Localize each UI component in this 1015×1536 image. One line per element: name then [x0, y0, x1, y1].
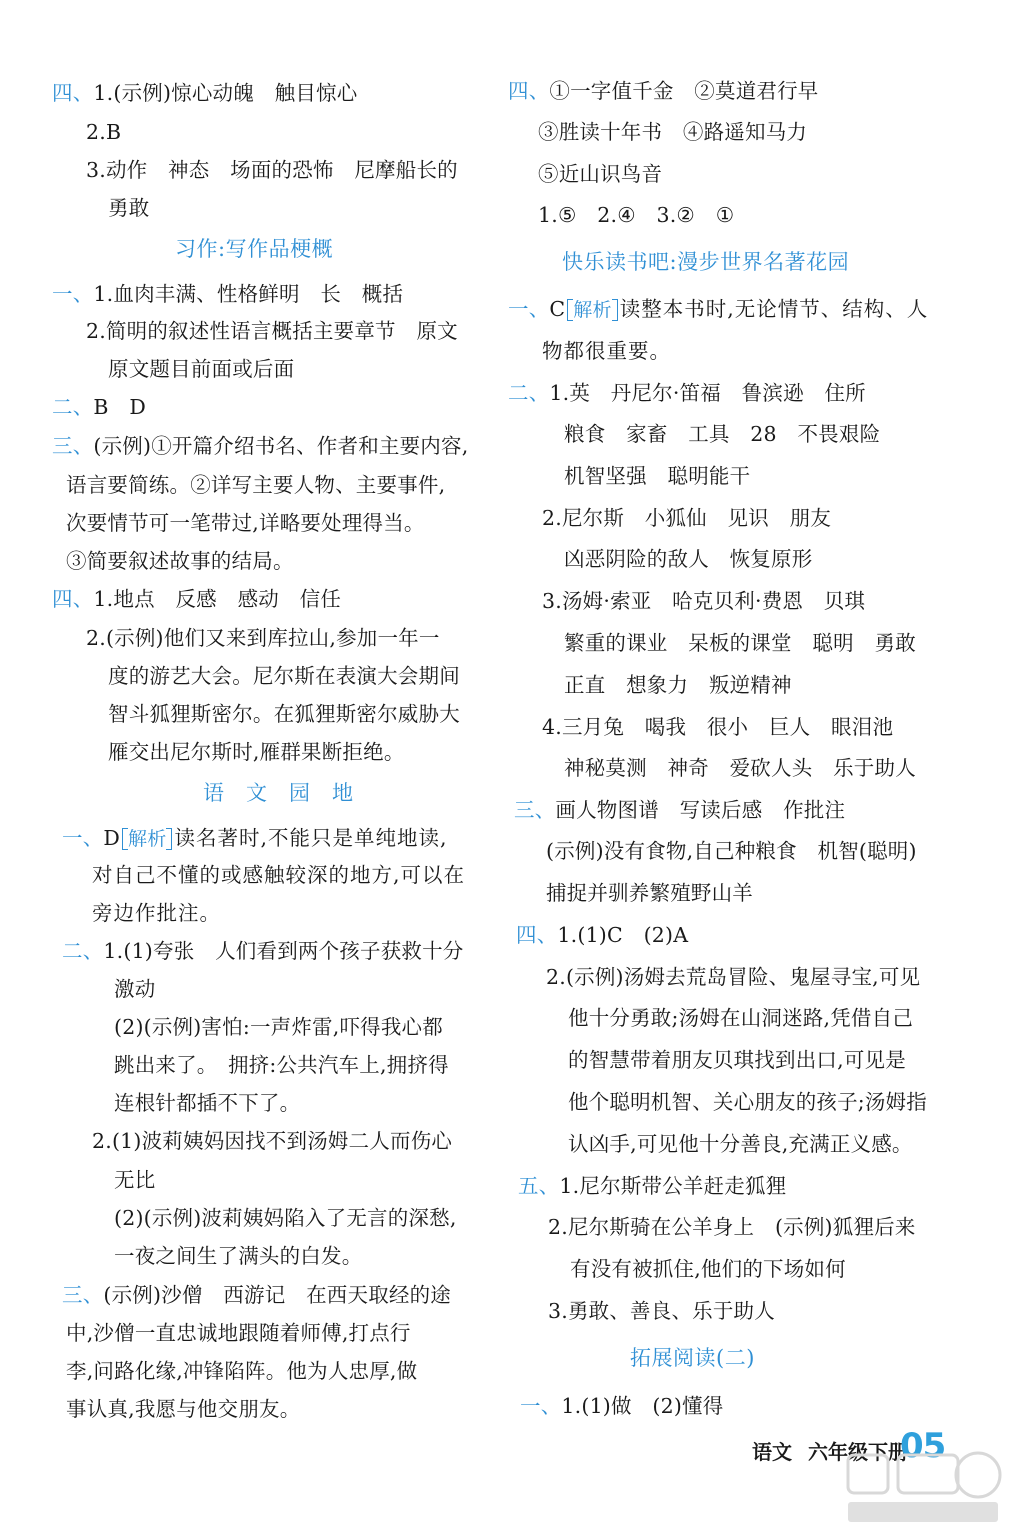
- answer-line: 中,沙僧一直忠诚地跟随着师傅,打点行: [66, 1321, 411, 1345]
- watermark-logo: [838, 1440, 1008, 1530]
- answer-line: 粮食 家畜 工具 28 不畏艰险: [564, 422, 881, 446]
- answer-line: 的智慧带着朋友贝琪找到出口,可见是: [568, 1048, 906, 1072]
- answer-line: 三、(示例)①开篇介绍书名、作者和主要内容,: [52, 434, 469, 458]
- answer-line: 3.汤姆·索亚 哈克贝利·费恩 贝琪: [542, 589, 866, 613]
- answer-line: 3.动作 神态 场面的恐怖 尼摩船长的: [86, 158, 458, 182]
- answer-line: 智斗狐狸斯密尔。在狐狸斯密尔威胁大: [108, 702, 460, 726]
- answer-line: 一夜之间生了满头的白发。: [114, 1244, 363, 1268]
- answer-line: 原文题目前面或后面: [108, 357, 295, 381]
- answer-line: 一、1.血肉丰满、性格鲜明 长 概括: [52, 282, 404, 306]
- answer-line: 2.尼尔斯 小狐仙 见识 朋友: [542, 506, 832, 530]
- answer-line: 连根针都插不下了。: [114, 1091, 301, 1115]
- answer-line: 一、D 解析 读名著时,不能只是单纯地读,: [62, 826, 448, 850]
- answer-line: 对自己不懂的或感触较深的地方,可以在: [92, 863, 466, 887]
- answer-text: 1.(示例)惊心动魄 触目惊心: [93, 81, 358, 105]
- answer-line: 3.勇敢、善良、乐于助人: [548, 1299, 775, 1323]
- analysis-tag: 解析: [573, 299, 612, 321]
- answer-line: (2)(示例)害怕:一声炸雷,吓得我心都: [114, 1015, 443, 1039]
- answer-line: 雁交出尼尔斯时,雁群果断拒绝。: [108, 740, 405, 764]
- answer-line: [52, 80, 357, 106]
- answer-line: 有没有被抓住,他们的下场如何: [570, 1257, 846, 1281]
- answer-line: 2.(示例)汤姆去荒岛冒险、鬼屋寻宝,可见: [546, 965, 921, 989]
- answer-line: ③胜读十年书 ④路遥知马力: [538, 120, 808, 144]
- answer-line: 事认真,我愿与他交朋友。: [66, 1397, 301, 1421]
- answer-line: 勇敢: [108, 196, 150, 220]
- answer-line: 4.三月兔 喝我 很小 巨人 眼泪池: [542, 715, 894, 739]
- answer-line: 五、1.尼尔斯带公羊赶走狐狸: [518, 1174, 787, 1198]
- page-number: 05: [900, 1426, 946, 1466]
- answer-line: 他十分勇敢;汤姆在山洞迷路,凭借自己: [568, 1006, 914, 1030]
- answer-line: ③简要叙述故事的结局。: [66, 549, 294, 573]
- answer-line: 2.(1)波莉姨妈因找不到汤姆二人而伤心: [92, 1129, 453, 1153]
- answer-line: 二、1.(1)夸张 人们看到两个孩子获救十分: [62, 939, 464, 963]
- answer-line: 次要情节可一笔带过,详略要处理得当。: [66, 511, 425, 535]
- answer-line: 神秘莫测 神奇 爱砍人头 乐于助人: [564, 756, 916, 780]
- answer-line: 一、C 解析 读整本书时,无论情节、结构、人: [508, 297, 929, 321]
- answer-line: 机智坚强 聪明能干: [564, 464, 751, 488]
- answer-line: 正直 想象力 叛逆精神: [564, 673, 792, 697]
- answer-line: (示例)没有食物,自己种粮食 机智(聪明): [546, 839, 917, 863]
- answer-line: 繁重的课业 呆板的课堂 聪明 勇敢: [564, 631, 916, 655]
- answer-line: 一、1.(1)做 (2)懂得: [520, 1394, 724, 1418]
- section-heading: 习作:写作品梗概: [175, 237, 334, 261]
- answer-line: 四、①一字值千金 ②莫道君行早: [508, 79, 819, 103]
- answer-line: 度的游艺大会。尼尔斯在表演大会期间: [108, 664, 460, 688]
- answer-line: 2.尼尔斯骑在公羊身上 (示例)狐狸后来: [548, 1215, 916, 1239]
- answer-line: 四、1.地点 反感 感动 信任: [52, 587, 342, 611]
- answer-line: 2.简明的叙述性语言概括主要章节 原文: [86, 319, 458, 343]
- answer-line: 无比: [114, 1168, 156, 1192]
- answer-line: 2.(示例)他们又来到库拉山,参加一年一: [86, 626, 440, 650]
- footer-grade: 六年级下册: [808, 1440, 908, 1464]
- answer-line: ⑤近山识鸟音: [538, 162, 663, 186]
- answer-line: 物都很重要。: [542, 339, 671, 363]
- answer-line: 2.B: [86, 120, 122, 144]
- answer-line: 语言要简练。②详写主要人物、主要事件,: [66, 473, 446, 497]
- section-heading: 语 文 园 地: [203, 781, 354, 805]
- analysis-tag: 解析: [128, 828, 167, 850]
- answer-line: 李,问路化缘,冲锋陷阵。他为人忠厚,做: [66, 1359, 418, 1383]
- answer-line: 跳出来了。 拥挤:公共汽车上,拥挤得: [114, 1053, 449, 1077]
- answer-line: 认凶手,可见他十分善良,充满正义感。: [568, 1132, 913, 1156]
- answer-line: 二、B D: [52, 395, 147, 419]
- answer-line: 1.⑤ 2.④ 3.② ①: [538, 203, 735, 227]
- section-heading: 拓展阅读(二): [630, 1346, 755, 1370]
- answer-line: 激动: [114, 977, 156, 1001]
- footer-subject: 语文: [752, 1440, 792, 1464]
- section-heading: 快乐读书吧:漫步世界名著花园: [562, 250, 850, 274]
- answer-line: (2)(示例)波莉姨妈陷入了无言的深愁,: [114, 1206, 457, 1230]
- section-marker: 四、: [52, 81, 94, 105]
- answer-line: 四、1.(1)C (2)A: [516, 923, 689, 947]
- answer-line: 他个聪明机智、关心朋友的孩子;汤姆指: [568, 1090, 928, 1114]
- answer-line: 二、1.英 丹尼尔·笛福 鲁滨逊 住所: [508, 381, 866, 405]
- answer-line: 旁边作批注。: [92, 901, 221, 925]
- answer-line: 凶恶阴险的敌人 恢复原形: [564, 547, 813, 571]
- answer-line: 三、(示例)沙僧 西游记 在西天取经的途: [62, 1283, 452, 1307]
- answer-line: 捕捉并驯养繁殖野山羊: [546, 881, 753, 905]
- answer-line: 三、画人物图谱 写读后感 作批注: [514, 798, 846, 822]
